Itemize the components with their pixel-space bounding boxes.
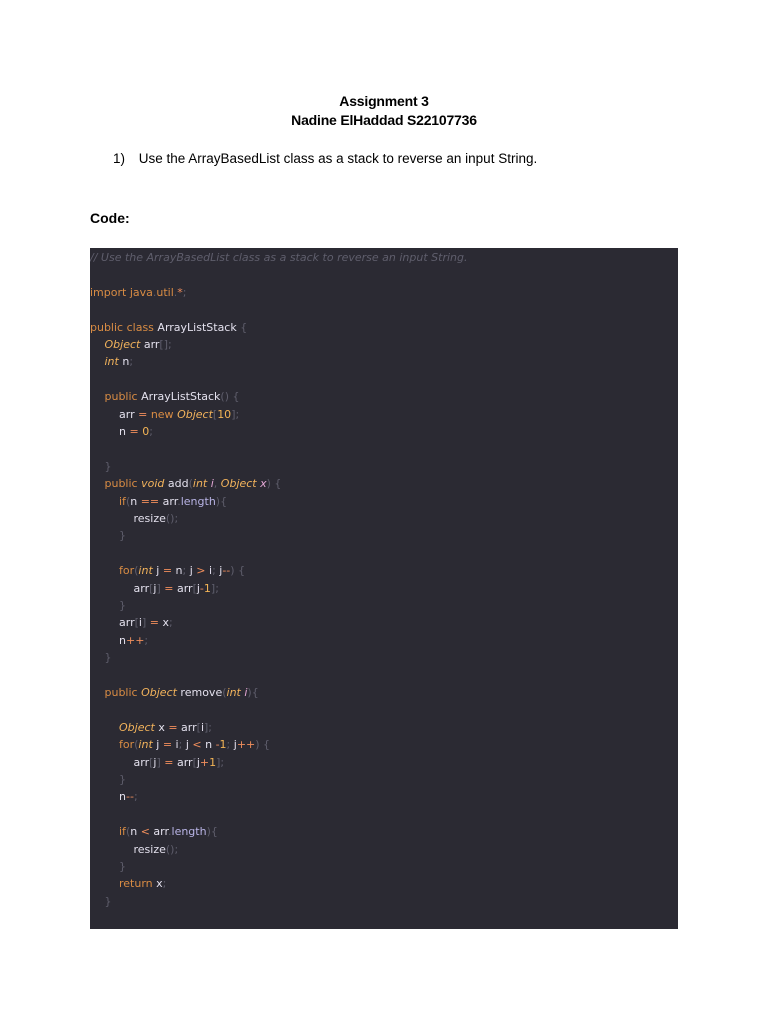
author-line: Nadine ElHaddad S22107736 bbox=[291, 112, 477, 128]
code-token: int bbox=[138, 738, 153, 752]
code-token: == bbox=[140, 494, 160, 508]
code-token: ; bbox=[182, 564, 190, 578]
code-token: ( bbox=[222, 686, 227, 699]
code-token: ]; bbox=[204, 720, 213, 734]
code-token: public bbox=[104, 686, 138, 699]
code-token: , bbox=[213, 477, 221, 491]
code-token: arr bbox=[149, 825, 169, 839]
code-token: } bbox=[119, 860, 126, 873]
code-token: ; bbox=[226, 738, 234, 752]
code-token: -- bbox=[222, 564, 231, 578]
code-token: ( bbox=[125, 494, 131, 508]
code-token: length bbox=[171, 825, 207, 839]
code-token: 1 bbox=[203, 581, 211, 595]
question-text: Use the ArrayBasedList class as a stack to reverse an input String. bbox=[138, 151, 538, 166]
code-token: (); bbox=[165, 512, 179, 525]
code-token: i bbox=[138, 616, 142, 630]
code-line bbox=[105, 388, 240, 405]
code-token: = bbox=[164, 755, 174, 769]
code-token: i bbox=[172, 738, 179, 752]
code-token: j bbox=[153, 581, 157, 595]
code-token: public bbox=[104, 390, 138, 404]
code-token: add bbox=[164, 477, 189, 491]
code-line bbox=[90, 284, 187, 301]
code-token: arr bbox=[159, 494, 178, 508]
code-line bbox=[105, 649, 112, 666]
code-line bbox=[105, 353, 134, 370]
code-line bbox=[119, 788, 138, 805]
code-token: n bbox=[119, 425, 130, 438]
code-token: import bbox=[90, 285, 127, 299]
code-token: j bbox=[196, 755, 200, 769]
code-token: = bbox=[162, 738, 173, 752]
code-token: ; bbox=[178, 738, 186, 752]
code-token: = bbox=[149, 616, 159, 630]
code-token: . bbox=[173, 285, 178, 299]
code-token: length bbox=[180, 494, 216, 508]
code-token: j bbox=[196, 581, 200, 595]
code-line bbox=[119, 562, 245, 579]
code-token: public bbox=[104, 477, 138, 491]
code-token: ) { bbox=[266, 477, 282, 491]
code-token: resize bbox=[133, 842, 166, 856]
code-line bbox=[119, 858, 126, 875]
code-token: if bbox=[119, 825, 126, 839]
code-line bbox=[134, 580, 219, 597]
code-token: x bbox=[154, 720, 169, 734]
code-token: = bbox=[138, 407, 148, 421]
code-token: ; bbox=[182, 285, 187, 299]
code-token: int bbox=[138, 564, 153, 578]
code-token: arr bbox=[119, 616, 135, 630]
code-token: x bbox=[260, 477, 267, 491]
code-block bbox=[90, 248, 678, 929]
code-line bbox=[134, 841, 179, 858]
code-token: } bbox=[119, 599, 126, 612]
code-token: Object bbox=[177, 407, 213, 421]
code-token: ; bbox=[149, 425, 153, 438]
code-token: ; bbox=[162, 877, 167, 891]
code-token: () { bbox=[220, 390, 240, 404]
code-token: [ bbox=[149, 755, 154, 769]
code-line bbox=[119, 527, 126, 544]
code-line bbox=[119, 632, 148, 649]
code-token: for bbox=[119, 564, 135, 578]
code-token: remove bbox=[176, 686, 223, 699]
code-token: resize bbox=[133, 512, 166, 525]
code-token: } bbox=[119, 773, 126, 786]
code-token: = bbox=[164, 581, 174, 595]
code-token: arr bbox=[173, 581, 193, 595]
code-token: n bbox=[119, 790, 126, 804]
code-line bbox=[90, 319, 247, 336]
code-token: ArrayListStack bbox=[153, 320, 241, 334]
code-token: ( bbox=[134, 738, 139, 752]
code-line bbox=[105, 336, 172, 353]
code-token: ){ bbox=[206, 825, 218, 839]
code-token: ]; bbox=[231, 407, 240, 421]
code-line bbox=[119, 719, 212, 736]
code-line bbox=[90, 249, 467, 266]
code-token: (); bbox=[165, 842, 179, 856]
code-token: public bbox=[90, 320, 124, 334]
code-token: < bbox=[192, 738, 202, 752]
code-token: [ bbox=[192, 755, 197, 769]
code-token: [ bbox=[149, 581, 154, 595]
code-token: j bbox=[152, 738, 163, 752]
code-token: arr bbox=[133, 755, 150, 769]
code-token: i bbox=[210, 477, 214, 491]
code-token: ; bbox=[212, 564, 220, 578]
code-token: x bbox=[152, 877, 163, 891]
code-token: ; bbox=[133, 790, 138, 804]
code-heading: Code: bbox=[90, 210, 130, 226]
code-token: arr bbox=[119, 407, 139, 421]
code-token: 1 bbox=[219, 738, 227, 752]
code-token: ( bbox=[125, 825, 131, 839]
code-token: [ bbox=[196, 720, 201, 734]
code-token: { bbox=[240, 320, 248, 334]
code-line bbox=[119, 736, 270, 753]
code-token: ] bbox=[156, 755, 165, 769]
code-token: ; bbox=[144, 633, 149, 647]
code-token: + bbox=[199, 755, 210, 769]
code-line bbox=[119, 771, 126, 788]
code-token: []; bbox=[159, 338, 172, 351]
code-token: for bbox=[119, 738, 135, 752]
code-token: . bbox=[168, 825, 172, 839]
code-line bbox=[119, 823, 218, 840]
code-token: Object bbox=[104, 338, 141, 351]
code-token: [ bbox=[192, 581, 197, 595]
code-token: if bbox=[119, 494, 126, 508]
code-token: void bbox=[141, 477, 165, 491]
code-token: 10 bbox=[217, 407, 232, 421]
code-token: ){ bbox=[215, 494, 228, 508]
code-line bbox=[105, 684, 259, 701]
code-token: [ bbox=[212, 407, 218, 421]
code-token: i bbox=[200, 720, 205, 734]
code-token: arr bbox=[177, 720, 197, 734]
code-token: i bbox=[244, 686, 248, 699]
code-token: . bbox=[152, 285, 157, 299]
code-token: j bbox=[153, 755, 157, 769]
code-token: arr bbox=[173, 755, 193, 769]
code-line bbox=[119, 406, 239, 423]
code-token: ++ bbox=[125, 633, 145, 647]
code-token: = bbox=[162, 564, 173, 578]
code-token: 1 bbox=[209, 755, 217, 769]
code-token: arr bbox=[140, 338, 160, 351]
code-token: ; bbox=[129, 355, 134, 369]
code-token: n bbox=[130, 825, 141, 839]
code-token: Object bbox=[119, 720, 155, 734]
code-token: new bbox=[150, 407, 174, 421]
code-token: ( bbox=[188, 477, 193, 491]
code-token: j bbox=[189, 564, 197, 578]
code-token: ]; bbox=[210, 581, 219, 595]
code-token: j bbox=[219, 564, 223, 578]
code-token: ] bbox=[141, 616, 150, 630]
code-token: int bbox=[192, 477, 208, 491]
code-token: ) { bbox=[255, 738, 271, 752]
code-line bbox=[105, 893, 112, 910]
question-number: 1) bbox=[113, 151, 126, 166]
code-line bbox=[105, 475, 282, 492]
code-token: i bbox=[205, 564, 213, 578]
code-token: ){ bbox=[247, 686, 259, 699]
code-token: . bbox=[177, 494, 181, 508]
question-item bbox=[113, 151, 537, 166]
code-line bbox=[119, 597, 126, 614]
code-line bbox=[119, 875, 166, 892]
code-token: Object bbox=[141, 686, 177, 699]
code-token: n bbox=[118, 355, 130, 369]
code-token: ]; bbox=[216, 755, 225, 769]
code-token: - bbox=[215, 738, 220, 752]
code-token: * bbox=[177, 285, 183, 299]
code-token: -- bbox=[125, 790, 134, 804]
code-token: ArrayListStack bbox=[137, 390, 221, 404]
code-line bbox=[119, 423, 153, 440]
code-line bbox=[119, 614, 173, 631]
code-token: ) { bbox=[230, 564, 246, 578]
code-token: } bbox=[104, 459, 112, 473]
code-token: = bbox=[129, 425, 139, 438]
code-line bbox=[134, 754, 225, 771]
code-token: j bbox=[185, 738, 193, 752]
code-token: ] bbox=[156, 581, 165, 595]
code-token: ; bbox=[168, 616, 173, 630]
code-token: arr bbox=[133, 581, 150, 595]
code-line bbox=[134, 510, 179, 527]
code-token: n bbox=[119, 633, 126, 647]
code-token: return bbox=[119, 877, 153, 891]
code-token: int bbox=[104, 355, 119, 369]
code-token: n bbox=[201, 738, 216, 752]
code-token: } bbox=[119, 529, 126, 543]
code-token: - bbox=[199, 581, 204, 595]
code-token: [ bbox=[134, 616, 139, 630]
code-line bbox=[105, 458, 112, 475]
code-token: > bbox=[196, 564, 206, 578]
code-token: util bbox=[156, 285, 174, 299]
code-token: } bbox=[104, 651, 112, 665]
code-token: 0 bbox=[142, 425, 150, 438]
document-title: Assignment 3 bbox=[339, 93, 429, 109]
code-line bbox=[119, 493, 227, 510]
code-token: class bbox=[126, 320, 154, 334]
code-token: = bbox=[168, 720, 178, 734]
code-token: j bbox=[152, 564, 163, 578]
code-token: Object bbox=[220, 477, 257, 491]
code-token: < bbox=[140, 825, 150, 839]
code-token: int bbox=[226, 686, 241, 699]
code-token: } bbox=[104, 894, 112, 908]
code-token: n bbox=[130, 494, 141, 508]
code-token: java bbox=[129, 285, 153, 299]
code-token: ( bbox=[134, 564, 139, 578]
code-token: // Use the ArrayBasedList class as a stack to reverse an input String. bbox=[90, 251, 468, 264]
code-token: ++ bbox=[236, 738, 256, 752]
code-token: x bbox=[158, 616, 169, 630]
code-token: n bbox=[172, 564, 183, 578]
code-token: j bbox=[233, 738, 237, 752]
